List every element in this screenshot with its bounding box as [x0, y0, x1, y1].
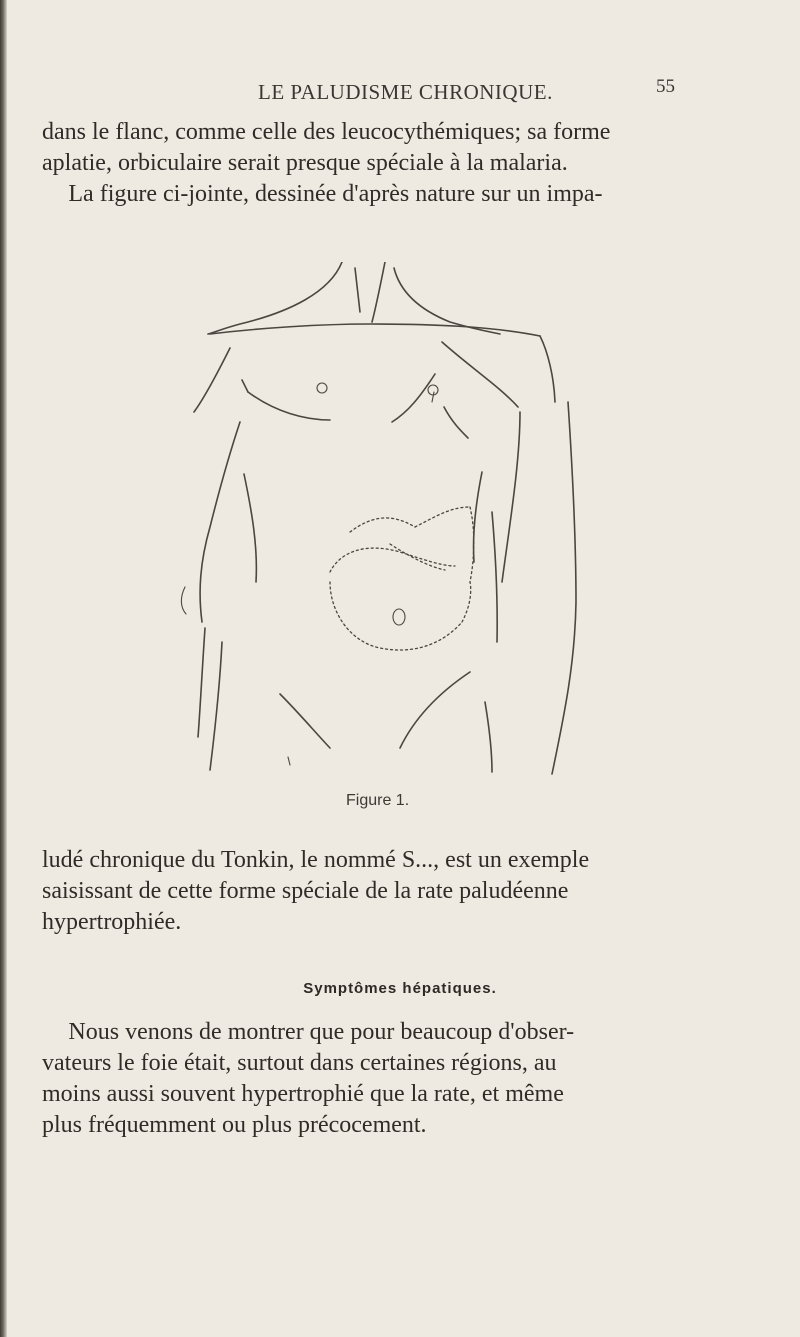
- page-header: [0, 76, 800, 110]
- paragraph-example: [42, 845, 722, 938]
- torso-drawing: [180, 262, 620, 792]
- paragraph-hepatic: [42, 1017, 722, 1141]
- section-heading: Symptômes hépatiques.: [303, 980, 497, 997]
- text-line: ludé chronique du Tonkin, le nommé S..., est un exemple: [42, 847, 590, 873]
- running-title: LE PALUDISME CHRONIQUE.: [258, 80, 553, 104]
- text-line: dans le flanc, comme celle des leucocythémiques; sa forme: [42, 119, 611, 145]
- text-line: vateurs le foie était, surtout dans certaines régions, au: [42, 1050, 557, 1076]
- text-line: Nous venons de montrer que pour beaucoup d'obser-: [68, 1019, 575, 1045]
- text-line: hypertrophiée.: [42, 909, 182, 935]
- text-line: moins aussi souvent hypertrophié que la rate, et même: [42, 1081, 564, 1107]
- text-line: La figure ci-jointe, dessinée d'après nature sur un impa-: [68, 181, 603, 207]
- text-line: plus fréquemment ou plus précocement.: [42, 1112, 427, 1138]
- figure-torso-illustration: [180, 262, 620, 792]
- page-edge: [0, 0, 7, 1337]
- page-number: 55: [656, 76, 675, 97]
- text-line: aplatie, orbiculaire serait presque spéciale à la malaria.: [42, 150, 568, 176]
- paragraph-intro: [42, 117, 722, 210]
- text-line: saisissant de cette forme spéciale de la rate paludéenne: [42, 878, 569, 904]
- figure-caption: Figure 1.: [346, 792, 410, 809]
